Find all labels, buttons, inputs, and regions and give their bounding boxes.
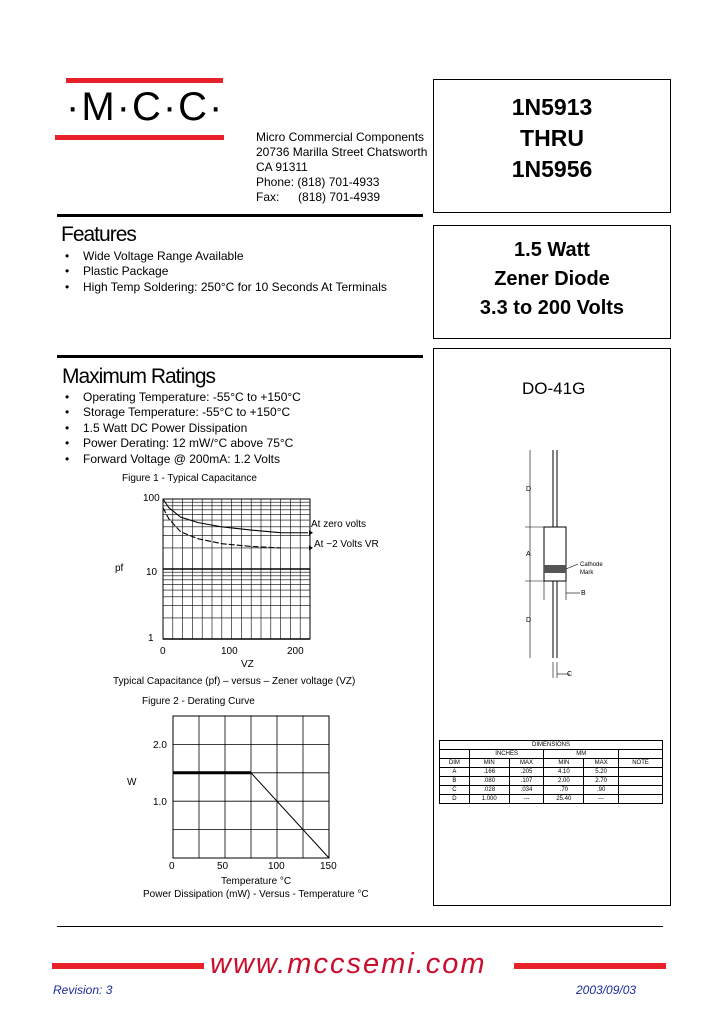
table-cell (619, 768, 663, 777)
table-cell: .107 (509, 777, 544, 786)
figure2-xtick-0: 0 (169, 861, 175, 872)
list-item: • Power Derating: 12 mW/°C above 75°C (62, 436, 301, 451)
table-cell (619, 786, 663, 795)
table-cell: 4.10 (544, 768, 584, 777)
table-row (440, 786, 663, 795)
revision-date: 2003/09/03 (576, 983, 637, 997)
derating-slope-segment (251, 773, 329, 858)
part-number-first: 1N5913 (511, 94, 593, 120)
figure2-title: Figure 2 - Derating Curve (142, 696, 255, 707)
list-item: • Storage Temperature: -55°C to +150°C (62, 405, 301, 420)
ratings-rule (57, 355, 423, 358)
figure2-ytick-1: 1.0 (153, 797, 167, 808)
table-group-inches: INCHES (469, 750, 544, 759)
features-rule (57, 214, 423, 217)
figure2-xtick-50: 50 (217, 861, 229, 872)
company-fax (256, 190, 427, 205)
dim-label-c: C (567, 671, 573, 678)
arrow-head (309, 545, 313, 550)
phone-label: Phone: (256, 175, 295, 189)
fax-label: Fax: (256, 190, 280, 204)
table-cell: 25.40 (544, 795, 584, 804)
table-header-cell (440, 750, 470, 759)
table-cell: .080 (469, 777, 509, 786)
figure2-chart (170, 715, 370, 865)
table-header-cell: NOTE (619, 759, 663, 768)
table-cell: D (440, 795, 470, 804)
description-voltage: 3.3 to 200 Volts (479, 297, 625, 319)
table-row (440, 768, 663, 777)
company-logo: ·M·C·C· (66, 85, 225, 129)
figure1-xlabel: VZ (241, 659, 254, 670)
figure1-title: Figure 1 - Typical Capacitance (122, 473, 257, 484)
cathode-leader (566, 564, 578, 569)
figure1-ytick-100: 100 (143, 493, 160, 504)
table-cell: .205 (509, 768, 544, 777)
figure2-ylabel: W (127, 777, 137, 788)
table-cell: 2.70 (584, 777, 619, 786)
table-cell: 5.20 (584, 768, 619, 777)
table-row (440, 795, 663, 804)
figure2-ytick-2: 2.0 (153, 740, 167, 751)
company-city: CA 91311 (256, 160, 308, 174)
table-cell (619, 795, 663, 804)
table-header-cell: DIM (440, 759, 470, 768)
list-item: • Wide Voltage Range Available (62, 249, 387, 264)
ratings-heading: Maximum Ratings (62, 365, 216, 388)
table-cell (619, 777, 663, 786)
cathode-mark-label: Cathode Mark (580, 562, 603, 576)
list-item: • Plastic Package (62, 264, 387, 279)
figure1-chart (110, 490, 410, 670)
table-cell: .90 (584, 786, 619, 795)
table-header-cell: MAX (509, 759, 544, 768)
company-address (256, 130, 427, 205)
table-cell: .166 (469, 768, 509, 777)
phone-number: (818) 701-4933 (297, 175, 380, 189)
part-number-box (433, 79, 671, 213)
table-cell: .70 (544, 786, 584, 795)
part-number-thru: THRU (520, 125, 584, 151)
arrow-head (309, 530, 313, 535)
figure2-xtick-100: 100 (268, 861, 285, 872)
table-row (440, 777, 663, 786)
company-street: 20736 Marilla Street Chatsworth (256, 145, 428, 159)
features-heading: Features (61, 223, 136, 246)
list-item: • Operating Temperature: -55°C to +150°C (62, 390, 301, 405)
footer-left-bar (52, 963, 204, 969)
table-cell: --- (509, 795, 544, 804)
table-group-mm: MM (544, 750, 619, 759)
table-header-cell: MIN (469, 759, 509, 768)
description-box (433, 225, 671, 339)
company-phone (256, 175, 427, 190)
ratings-list (62, 390, 301, 467)
list-item: • 1.5 Watt DC Power Dissipation (62, 421, 301, 436)
description-type: Zener Diode (494, 268, 610, 290)
dim-label-d-top: D (526, 486, 532, 493)
figure1-ylabel: pf (115, 563, 124, 574)
figure1-xtick-100: 100 (221, 646, 238, 657)
table-cell: --- (584, 795, 619, 804)
fax-number: (818) 701-4939 (298, 190, 381, 204)
package-name: DO-41G (522, 379, 586, 398)
figure1-ytick-10: 10 (146, 567, 158, 578)
dimensions-table (439, 740, 663, 804)
company-name: Micro Commercial Components (256, 130, 425, 144)
logo-bottom-bar (55, 135, 224, 140)
footer-right-bar (514, 963, 666, 969)
table-cell: A (440, 768, 470, 777)
figure1-caption: Typical Capacitance (pf) – versus – Zener voltage (VZ) (113, 676, 356, 687)
dimensions-title: DIMENSIONS (440, 741, 663, 750)
table-header-cell: MAX (584, 759, 619, 768)
figure2-xlabel: Temperature °C (221, 876, 292, 887)
table-header-cell (619, 750, 663, 759)
dim-label-d-bottom: D (526, 617, 532, 624)
revision-label: Revision: 3 (53, 983, 113, 997)
table-header-cell: MIN (544, 759, 584, 768)
table-cell: B (440, 777, 470, 786)
figure1-xtick-200: 200 (287, 646, 304, 657)
footer-rule (57, 926, 663, 927)
table-cell: 1.000 (469, 795, 509, 804)
figure1-curve1-label: At zero volts (311, 519, 367, 530)
description-power: 1.5 Watt (514, 239, 590, 261)
figure1-xtick-0: 0 (160, 646, 166, 657)
figure2-caption: Power Dissipation (mW) - Versus - Temperature °C (143, 889, 369, 900)
table-cell: .034 (509, 786, 544, 795)
part-number-last: 1N5956 (511, 156, 593, 182)
list-item: • Forward Voltage @ 200mA: 1.2 Volts (62, 452, 301, 467)
list-item: • High Temp Soldering: 250°C for 10 Seconds At Terminals (62, 280, 387, 295)
table-cell: 2.00 (544, 777, 584, 786)
cathode-band (544, 565, 566, 573)
figure2-xtick-150: 150 (320, 861, 337, 872)
dim-label-a: A (526, 551, 531, 558)
website-link[interactable]: www.mccsemi.com (210, 948, 487, 980)
package-drawing (510, 440, 630, 680)
table-cell: C (440, 786, 470, 795)
logo-top-bar (66, 78, 223, 83)
figure1-ytick-1: 1 (148, 633, 154, 644)
table-cell: .028 (469, 786, 509, 795)
features-list (62, 249, 387, 295)
dim-label-b: B (581, 590, 586, 597)
figure1-curve2-label: At −2 Volts VR (314, 539, 379, 550)
